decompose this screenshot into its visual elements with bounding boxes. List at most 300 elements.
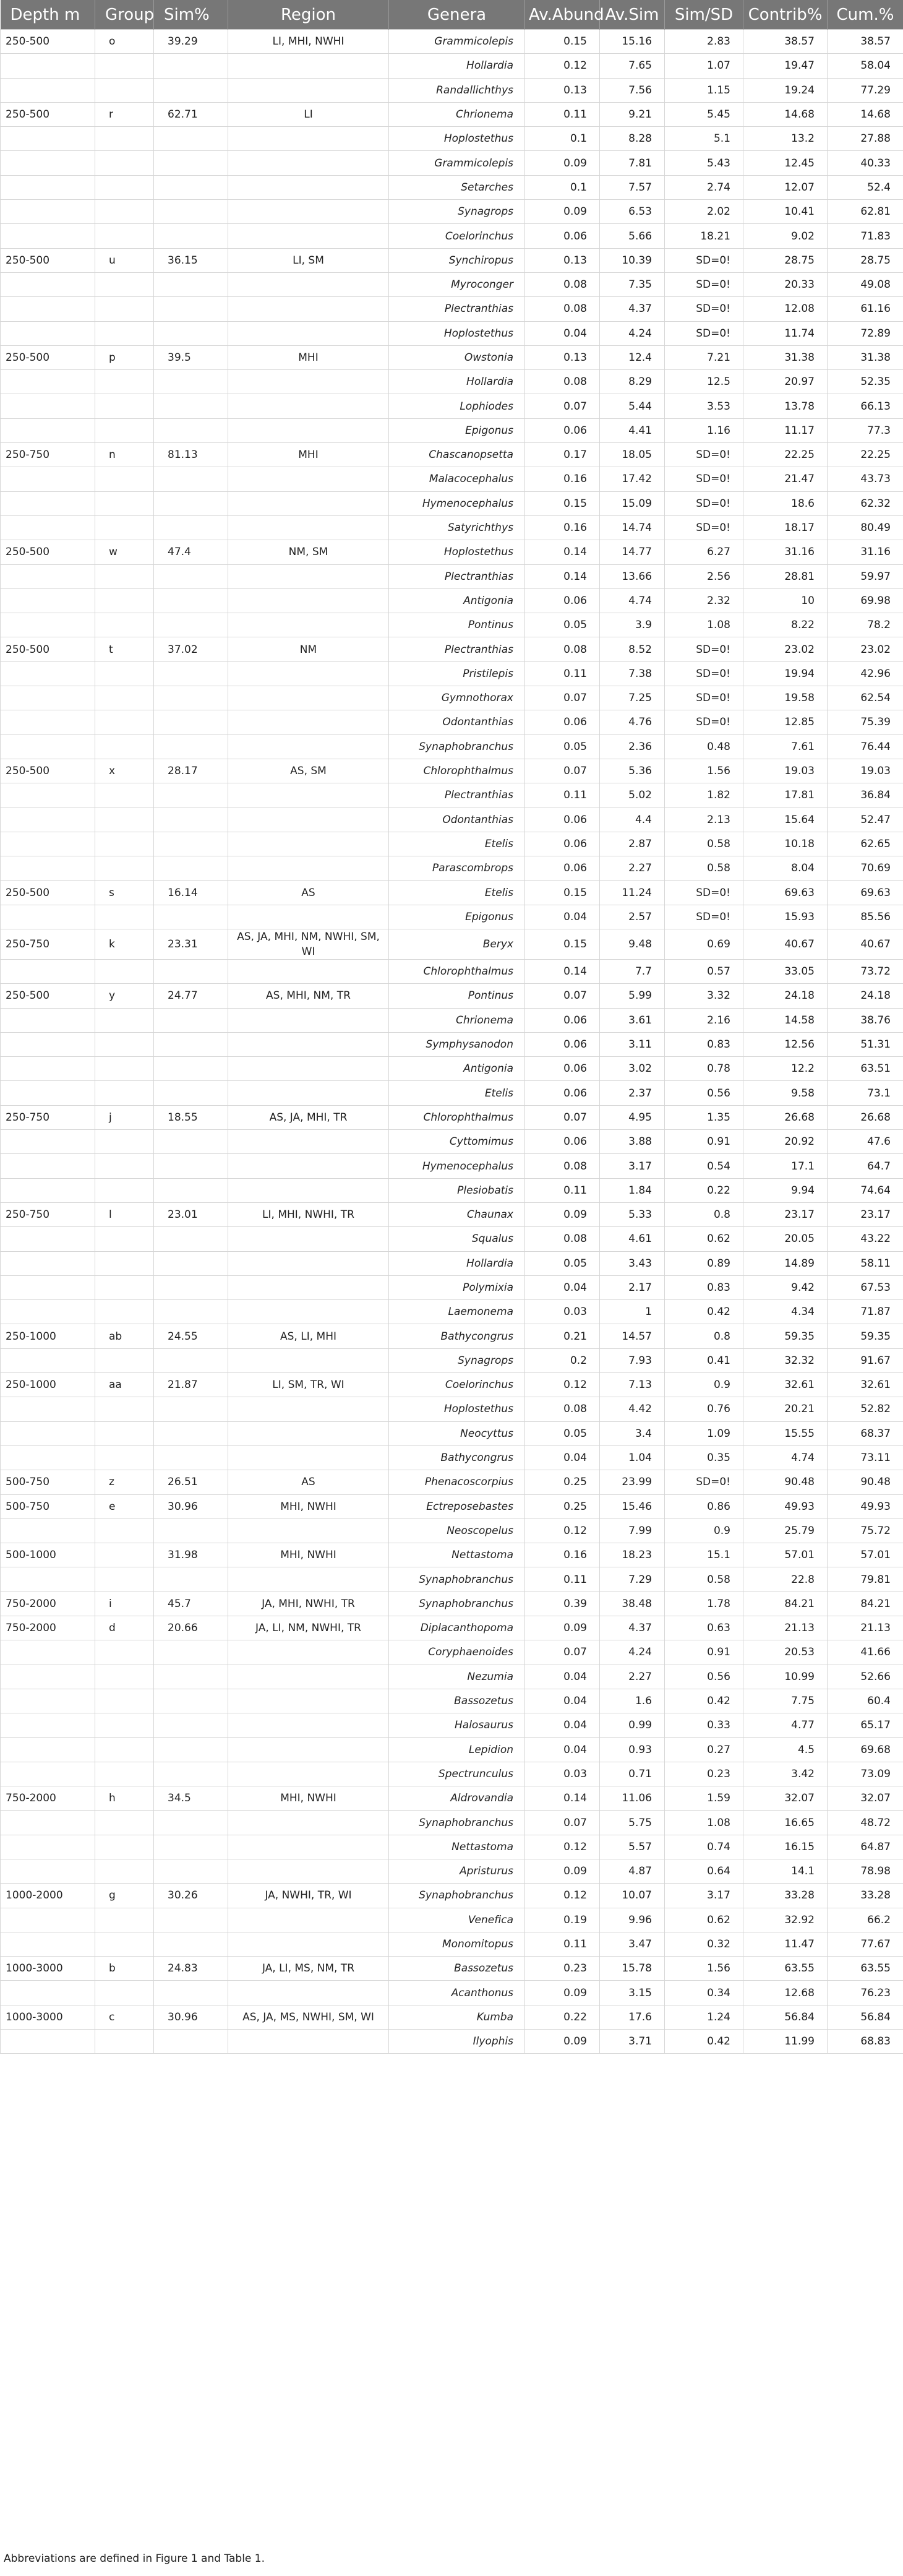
av-sim-cell: 4.42 xyxy=(600,1397,665,1421)
empty-cell xyxy=(154,856,228,881)
empty-cell xyxy=(228,1348,389,1372)
av-sim-cell: 7.38 xyxy=(600,661,665,686)
sim-sd-cell: 0.32 xyxy=(665,1932,743,1956)
region-cell: AS, JA, MHI, TR xyxy=(228,1105,389,1129)
genus-cell: Randallichthys xyxy=(389,78,525,102)
table-row xyxy=(1,1640,903,1665)
sim-percent-cell: 30.96 xyxy=(154,2005,228,2029)
empty-cell xyxy=(154,1275,228,1299)
av-sim-cell: 9.48 xyxy=(600,929,665,959)
genus-cell: Odontanthias xyxy=(389,710,525,734)
empty-cell xyxy=(1,1300,95,1324)
sim-sd-cell: SD=0! xyxy=(665,491,743,515)
table-row xyxy=(1,1178,903,1202)
contrib-cell: 38.57 xyxy=(743,30,828,54)
empty-cell xyxy=(154,1300,228,1324)
contrib-cell: 13.2 xyxy=(743,127,828,151)
empty-cell xyxy=(228,686,389,710)
empty-cell xyxy=(1,1154,95,1178)
av-sim-cell: 2.57 xyxy=(600,905,665,929)
contrib-cell: 19.24 xyxy=(743,78,828,102)
empty-cell xyxy=(1,151,95,175)
empty-cell xyxy=(95,370,154,394)
contrib-cell: 49.93 xyxy=(743,1494,828,1518)
table-row xyxy=(1,151,903,175)
empty-cell xyxy=(154,1008,228,1032)
empty-cell xyxy=(228,467,389,491)
table-row xyxy=(1,1665,903,1689)
table-row xyxy=(1,1470,903,1494)
sim-sd-cell: 0.69 xyxy=(665,929,743,959)
av-abund-cell: 0.21 xyxy=(525,1324,600,1348)
contrib-cell: 4.5 xyxy=(743,1738,828,1762)
genus-cell: Synaphobranchus xyxy=(389,1592,525,1616)
header-av-sim: Av.Sim xyxy=(600,0,665,30)
empty-cell xyxy=(95,1421,154,1445)
cum-cell: 91.67 xyxy=(828,1348,903,1372)
empty-cell xyxy=(1,1567,95,1592)
region-cell: AS, SM xyxy=(228,759,389,783)
av-sim-cell: 2.27 xyxy=(600,1665,665,1689)
contrib-cell: 26.68 xyxy=(743,1105,828,1129)
group-cell xyxy=(95,1543,154,1567)
empty-cell xyxy=(1,856,95,881)
genus-cell: Odontanthias xyxy=(389,808,525,832)
empty-cell xyxy=(1,661,95,686)
sim-sd-cell: 0.33 xyxy=(665,1713,743,1738)
empty-cell xyxy=(95,1859,154,1883)
empty-cell xyxy=(228,783,389,808)
empty-cell xyxy=(228,1032,389,1056)
av-sim-cell: 5.75 xyxy=(600,1811,665,1835)
group-cell: t xyxy=(95,637,154,661)
empty-cell xyxy=(228,1567,389,1592)
empty-cell xyxy=(228,491,389,515)
contrib-cell: 15.93 xyxy=(743,905,828,929)
av-abund-cell: 0.09 xyxy=(525,1616,600,1640)
genus-cell: Parascombrops xyxy=(389,856,525,881)
genus-cell: Hollardia xyxy=(389,54,525,78)
genus-cell: Beryx xyxy=(389,929,525,959)
empty-cell xyxy=(228,175,389,199)
cum-cell: 79.81 xyxy=(828,1567,903,1592)
empty-cell xyxy=(1,224,95,248)
empty-cell xyxy=(1,370,95,394)
header-row xyxy=(1,0,903,30)
table-row xyxy=(1,418,903,442)
genus-cell: Hollardia xyxy=(389,1251,525,1275)
group-cell: r xyxy=(95,102,154,126)
table-row xyxy=(1,1057,903,1081)
sim-sd-cell: 0.56 xyxy=(665,1081,743,1105)
depth-cell: 250-500 xyxy=(1,30,95,54)
table-row xyxy=(1,102,903,126)
empty-cell xyxy=(228,613,389,637)
contrib-cell: 10.18 xyxy=(743,832,828,856)
sim-sd-cell: 1.78 xyxy=(665,1592,743,1616)
cum-cell: 75.39 xyxy=(828,710,903,734)
sim-sd-cell: 15.1 xyxy=(665,1543,743,1567)
sim-sd-cell: 5.1 xyxy=(665,127,743,151)
depth-cell: 250-500 xyxy=(1,759,95,783)
genus-cell: Plectranthias xyxy=(389,297,525,321)
genus-cell: Hoplostethus xyxy=(389,540,525,564)
av-abund-cell: 0.11 xyxy=(525,783,600,808)
av-abund-cell: 0.11 xyxy=(525,1932,600,1956)
empty-cell xyxy=(228,321,389,345)
sim-sd-cell: 1.59 xyxy=(665,1786,743,1811)
empty-cell xyxy=(1,78,95,102)
table-row xyxy=(1,588,903,613)
sim-sd-cell: 0.22 xyxy=(665,1178,743,1202)
table-row xyxy=(1,443,903,467)
cum-cell: 70.69 xyxy=(828,856,903,881)
empty-cell xyxy=(228,1738,389,1762)
sim-sd-cell: 2.32 xyxy=(665,588,743,613)
genus-cell: Hoplostethus xyxy=(389,321,525,345)
table-row xyxy=(1,1154,903,1178)
genus-cell: Neoscopelus xyxy=(389,1518,525,1543)
empty-cell xyxy=(154,515,228,540)
sim-percent-cell: 24.55 xyxy=(154,1324,228,1348)
empty-cell xyxy=(154,1348,228,1372)
empty-cell xyxy=(154,905,228,929)
empty-cell xyxy=(154,467,228,491)
av-sim-cell: 15.78 xyxy=(600,1957,665,1981)
av-abund-cell: 0.04 xyxy=(525,1689,600,1713)
contrib-cell: 21.13 xyxy=(743,1616,828,1640)
table-row xyxy=(1,2030,903,2054)
sim-sd-cell: SD=0! xyxy=(665,515,743,540)
empty-cell xyxy=(154,783,228,808)
empty-cell xyxy=(1,1057,95,1081)
empty-cell xyxy=(95,394,154,418)
av-sim-cell: 17.42 xyxy=(600,467,665,491)
empty-cell xyxy=(95,1640,154,1665)
table-row xyxy=(1,1689,903,1713)
depth-cell: 250-500 xyxy=(1,881,95,905)
empty-cell xyxy=(228,224,389,248)
empty-cell xyxy=(154,491,228,515)
genus-cell: Coelorinchus xyxy=(389,1373,525,1397)
contrib-cell: 9.42 xyxy=(743,1275,828,1299)
sim-sd-cell: 1.08 xyxy=(665,1811,743,1835)
group-cell: i xyxy=(95,1592,154,1616)
cum-cell: 59.35 xyxy=(828,1324,903,1348)
genus-cell: Pontinus xyxy=(389,984,525,1008)
depth-cell: 250-750 xyxy=(1,1202,95,1226)
depth-cell: 750-2000 xyxy=(1,1786,95,1811)
contrib-cell: 12.68 xyxy=(743,1981,828,2005)
contrib-cell: 19.47 xyxy=(743,54,828,78)
av-sim-cell: 4.24 xyxy=(600,1640,665,1665)
empty-cell xyxy=(154,1445,228,1470)
sim-percent-cell: 39.5 xyxy=(154,345,228,369)
empty-cell xyxy=(95,1689,154,1713)
table-row xyxy=(1,175,903,199)
region-cell: JA, NWHI, TR, WI xyxy=(228,1884,389,1908)
contrib-cell: 20.21 xyxy=(743,1397,828,1421)
cum-cell: 62.32 xyxy=(828,491,903,515)
contrib-cell: 10 xyxy=(743,588,828,613)
cum-cell: 74.64 xyxy=(828,1178,903,1202)
av-sim-cell: 3.47 xyxy=(600,1932,665,1956)
sim-sd-cell: 0.57 xyxy=(665,959,743,983)
av-abund-cell: 0.07 xyxy=(525,394,600,418)
table-body xyxy=(1,30,903,2054)
table-row xyxy=(1,1932,903,1956)
empty-cell xyxy=(1,1445,95,1470)
av-abund-cell: 0.07 xyxy=(525,686,600,710)
cum-cell: 78.2 xyxy=(828,613,903,637)
region-cell: LI, SM xyxy=(228,248,389,272)
empty-cell xyxy=(95,959,154,983)
sim-sd-cell: 2.83 xyxy=(665,30,743,54)
av-abund-cell: 0.09 xyxy=(525,200,600,224)
cum-cell: 66.2 xyxy=(828,1908,903,1932)
av-sim-cell: 12.4 xyxy=(600,345,665,369)
cum-cell: 22.25 xyxy=(828,443,903,467)
sim-sd-cell: 0.41 xyxy=(665,1348,743,1372)
genus-cell: Aldrovandia xyxy=(389,1786,525,1811)
cum-cell: 21.13 xyxy=(828,1616,903,1640)
empty-cell xyxy=(95,1057,154,1081)
av-sim-cell: 38.48 xyxy=(600,1592,665,1616)
av-sim-cell: 1 xyxy=(600,1300,665,1324)
sim-sd-cell: 0.74 xyxy=(665,1835,743,1859)
empty-cell xyxy=(95,78,154,102)
table-row xyxy=(1,1300,903,1324)
av-abund-cell: 0.15 xyxy=(525,929,600,959)
sim-percent-cell: 39.29 xyxy=(154,30,228,54)
table-row xyxy=(1,200,903,224)
genus-cell: Grammicolepis xyxy=(389,151,525,175)
genus-cell: Myroconger xyxy=(389,272,525,296)
sim-sd-cell: 1.56 xyxy=(665,759,743,783)
av-sim-cell: 3.15 xyxy=(600,1981,665,2005)
cum-cell: 40.67 xyxy=(828,929,903,959)
table-row xyxy=(1,929,903,959)
genus-cell: Synagrops xyxy=(389,200,525,224)
cum-cell: 73.11 xyxy=(828,1445,903,1470)
contrib-cell: 4.34 xyxy=(743,1300,828,1324)
av-sim-cell: 5.02 xyxy=(600,783,665,808)
genus-cell: Chlorophthalmus xyxy=(389,1105,525,1129)
empty-cell xyxy=(154,175,228,199)
table-row xyxy=(1,984,903,1008)
cum-cell: 67.53 xyxy=(828,1275,903,1299)
genus-cell: Hoplostethus xyxy=(389,1397,525,1421)
table-row xyxy=(1,1494,903,1518)
empty-cell xyxy=(1,1811,95,1835)
genus-cell: Chrionema xyxy=(389,102,525,126)
cum-cell: 42.96 xyxy=(828,661,903,686)
genus-cell: Gymnothorax xyxy=(389,686,525,710)
empty-cell xyxy=(228,1251,389,1275)
empty-cell xyxy=(1,1665,95,1689)
cum-cell: 62.65 xyxy=(828,832,903,856)
empty-cell xyxy=(228,710,389,734)
empty-cell xyxy=(154,151,228,175)
sim-percent-cell: 24.83 xyxy=(154,1957,228,1981)
group-cell: u xyxy=(95,248,154,272)
contrib-cell: 23.17 xyxy=(743,1202,828,1226)
empty-cell xyxy=(154,1154,228,1178)
av-sim-cell: 3.11 xyxy=(600,1032,665,1056)
av-sim-cell: 15.46 xyxy=(600,1494,665,1518)
av-abund-cell: 0.16 xyxy=(525,467,600,491)
av-sim-cell: 4.24 xyxy=(600,321,665,345)
table-row xyxy=(1,613,903,637)
table-row xyxy=(1,1811,903,1835)
sim-sd-cell: SD=0! xyxy=(665,272,743,296)
sim-percent-cell: 16.14 xyxy=(154,881,228,905)
region-cell: LI, MHI, NWHI xyxy=(228,30,389,54)
empty-cell xyxy=(1,588,95,613)
av-abund-cell: 0.14 xyxy=(525,564,600,588)
sim-sd-cell: 2.74 xyxy=(665,175,743,199)
av-abund-cell: 0.13 xyxy=(525,345,600,369)
empty-cell xyxy=(154,394,228,418)
contrib-cell: 57.01 xyxy=(743,1543,828,1567)
sim-percent-cell: 47.4 xyxy=(154,540,228,564)
region-cell: MHI, NWHI xyxy=(228,1786,389,1811)
contrib-cell: 19.03 xyxy=(743,759,828,783)
av-abund-cell: 0.05 xyxy=(525,734,600,759)
empty-cell xyxy=(228,272,389,296)
sim-sd-cell: SD=0! xyxy=(665,661,743,686)
empty-cell xyxy=(95,2030,154,2054)
cum-cell: 49.08 xyxy=(828,272,903,296)
depth-cell: 750-2000 xyxy=(1,1592,95,1616)
contrib-cell: 14.68 xyxy=(743,102,828,126)
empty-cell xyxy=(95,1300,154,1324)
empty-cell xyxy=(228,200,389,224)
group-cell: p xyxy=(95,345,154,369)
av-abund-cell: 0.08 xyxy=(525,297,600,321)
table-row xyxy=(1,808,903,832)
empty-cell xyxy=(154,710,228,734)
empty-cell xyxy=(1,321,95,345)
genus-cell: Synagrops xyxy=(389,1348,525,1372)
av-sim-cell: 10.39 xyxy=(600,248,665,272)
empty-cell xyxy=(95,224,154,248)
empty-cell xyxy=(154,1908,228,1932)
table-row xyxy=(1,370,903,394)
av-abund-cell: 0.15 xyxy=(525,491,600,515)
genus-cell: Neocyttus xyxy=(389,1421,525,1445)
av-sim-cell: 1.6 xyxy=(600,1689,665,1713)
empty-cell xyxy=(1,1081,95,1105)
av-abund-cell: 0.13 xyxy=(525,248,600,272)
region-cell: NM xyxy=(228,637,389,661)
av-abund-cell: 0.06 xyxy=(525,1057,600,1081)
sim-percent-cell: 23.01 xyxy=(154,1202,228,1226)
genus-cell: Hollardia xyxy=(389,370,525,394)
contrib-cell: 9.02 xyxy=(743,224,828,248)
cum-cell: 65.17 xyxy=(828,1713,903,1738)
cum-cell: 38.57 xyxy=(828,30,903,54)
table-row xyxy=(1,1762,903,1786)
sim-sd-cell: SD=0! xyxy=(665,443,743,467)
header-depth: Depth m xyxy=(1,0,95,30)
av-abund-cell: 0.39 xyxy=(525,1592,600,1616)
genus-cell: Ilyophis xyxy=(389,2030,525,2054)
av-sim-cell: 2.37 xyxy=(600,1081,665,1105)
empty-cell xyxy=(154,1397,228,1421)
contrib-cell: 11.99 xyxy=(743,2030,828,2054)
table-row xyxy=(1,297,903,321)
empty-cell xyxy=(1,297,95,321)
sim-sd-cell: 2.56 xyxy=(665,564,743,588)
group-cell: o xyxy=(95,30,154,54)
empty-cell xyxy=(228,1057,389,1081)
table-row xyxy=(1,54,903,78)
empty-cell xyxy=(1,127,95,151)
av-sim-cell: 11.06 xyxy=(600,1786,665,1811)
av-abund-cell: 0.12 xyxy=(525,1884,600,1908)
empty-cell xyxy=(154,734,228,759)
empty-cell xyxy=(154,54,228,78)
av-abund-cell: 0.09 xyxy=(525,1202,600,1226)
empty-cell xyxy=(154,1227,228,1251)
sim-sd-cell: 0.54 xyxy=(665,1154,743,1178)
cum-cell: 76.23 xyxy=(828,1981,903,2005)
cum-cell: 73.72 xyxy=(828,959,903,983)
sim-sd-cell: 1.08 xyxy=(665,613,743,637)
empty-cell xyxy=(1,832,95,856)
empty-cell xyxy=(1,1932,95,1956)
table-row xyxy=(1,1567,903,1592)
region-cell: JA, LI, MS, NM, TR xyxy=(228,1957,389,1981)
table-row xyxy=(1,1445,903,1470)
av-abund-cell: 0.06 xyxy=(525,224,600,248)
contrib-cell: 33.28 xyxy=(743,1884,828,1908)
sim-percent-cell: 28.17 xyxy=(154,759,228,783)
contrib-cell: 18.6 xyxy=(743,491,828,515)
empty-cell xyxy=(154,1713,228,1738)
empty-cell xyxy=(228,515,389,540)
genus-cell: Bassozetus xyxy=(389,1689,525,1713)
table-row xyxy=(1,1348,903,1372)
genus-cell: Acanthonus xyxy=(389,1981,525,2005)
contrib-cell: 9.94 xyxy=(743,1178,828,1202)
av-sim-cell: 13.66 xyxy=(600,564,665,588)
genus-cell: Cyttomimus xyxy=(389,1130,525,1154)
table-row xyxy=(1,905,903,929)
empty-cell xyxy=(95,1518,154,1543)
contrib-cell: 69.63 xyxy=(743,881,828,905)
region-cell: AS, MHI, NM, TR xyxy=(228,984,389,1008)
table-row xyxy=(1,127,903,151)
region-cell: MHI xyxy=(228,443,389,467)
cum-cell: 52.66 xyxy=(828,1665,903,1689)
av-abund-cell: 0.04 xyxy=(525,905,600,929)
table-row xyxy=(1,1859,903,1883)
sim-percent-cell: 21.87 xyxy=(154,1373,228,1397)
sim-percent-cell: 31.98 xyxy=(154,1543,228,1567)
contrib-cell: 90.48 xyxy=(743,1470,828,1494)
av-sim-cell: 9.21 xyxy=(600,102,665,126)
empty-cell xyxy=(154,1567,228,1592)
av-sim-cell: 14.77 xyxy=(600,540,665,564)
av-sim-cell: 18.05 xyxy=(600,443,665,467)
cum-cell: 52.35 xyxy=(828,370,903,394)
sim-sd-cell: 0.64 xyxy=(665,1859,743,1883)
empty-cell xyxy=(95,1251,154,1275)
empty-cell xyxy=(154,1665,228,1689)
contrib-cell: 15.64 xyxy=(743,808,828,832)
